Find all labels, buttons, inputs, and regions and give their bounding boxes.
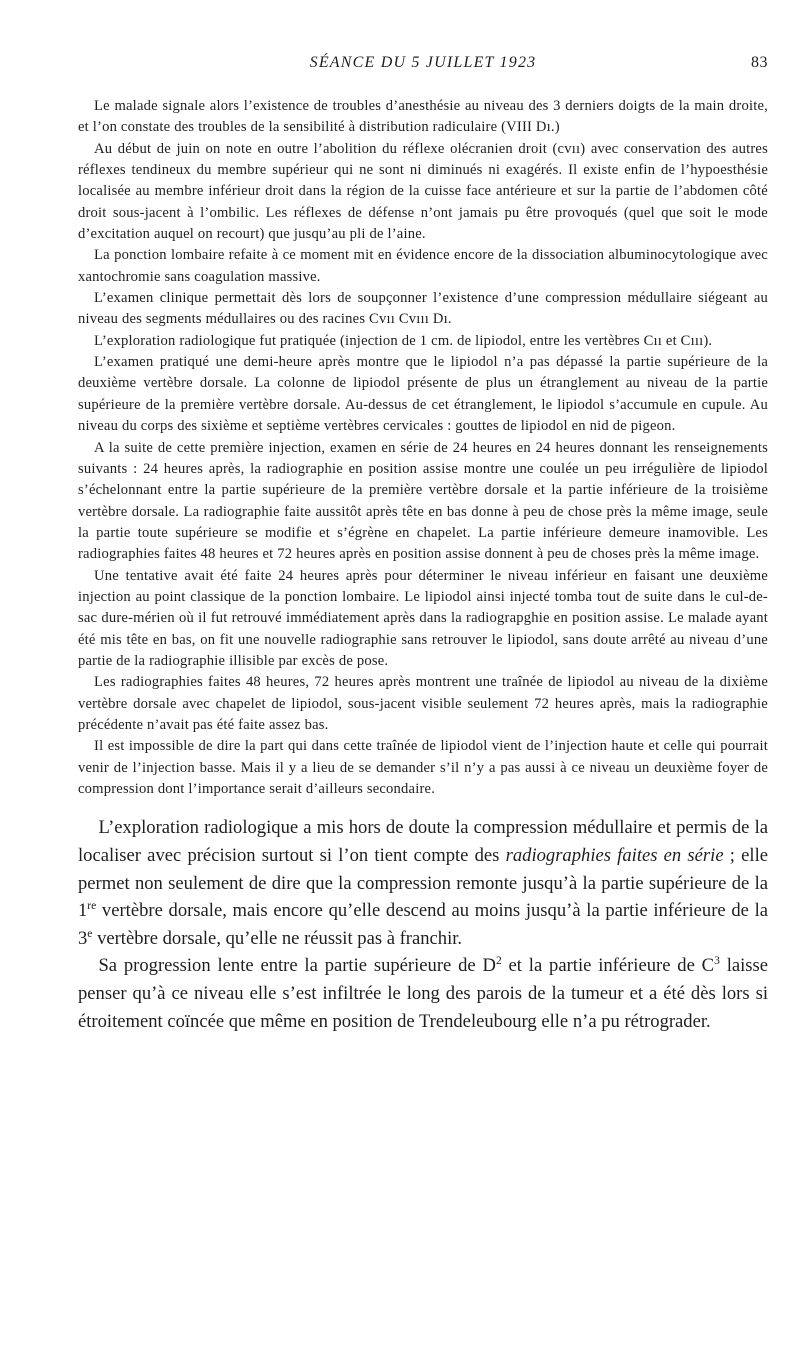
text-run: ; elle permet non seulement de dire que la compression remonte jusqu’à la partie supérieure de la <box>78 844 768 894</box>
running-header <box>78 54 768 80</box>
text-run: vertèbre dorsale, mais encore qu’elle descend au moins jusqu’à la partie inférieure de la <box>96 900 768 922</box>
paragraph: La ponction lombaire refaite à ce moment mit en évidence encore de la dissociation albuminocytologique avec xantochromie sans coagulation massive. <box>78 247 768 285</box>
superscript: e <box>87 927 93 940</box>
paragraph: Les radiographies faites 48 heures, 72 heures après montrent une traînée de lipiodol au niveau de la dixième vertèbre dorsale avec chapelet de lipiodol, sous-jacent visible seulement 72 heures après, mais la radiographie précédente n’avait pas été faite assez bas. <box>78 674 768 733</box>
text-run: et la partie inférieure de C <box>501 955 715 977</box>
paragraph: L’examen clinique permettait dès lors de soupçonner l’existence d’une compression médullaire siégeant au niveau des segments médullaires ou des racines Cvıı Cvııı Dı. <box>78 290 768 328</box>
text-run: Sa progression lente entre la partie supérieure de D <box>98 955 496 977</box>
running-title: SÉANCE DU 5 JUILLET 1923 <box>309 54 537 71</box>
paragraph: Au début de juin on note en outre l’abolition du réflexe olécranien droit (cvıı) avec conservation des autres réflexes tendineux du membre supérieur qui ne sont ni diminués ni exagérés. Il existe enfin de l’hypoesthésie localisée au membre inférieur droit dans la région de la cuisse face antérieure et sur la partie de l’abdomen côté droit sous-jacent à l’ombilic. Les réflexes de défense n’ont jamais pu être provoqués (quel que soit le mode d’excitation auquel on recourt) que jusqu’au pli de l’aine. <box>78 140 768 243</box>
emphasized-text: radiographies faites en série <box>505 844 724 866</box>
superscript: re <box>87 899 97 912</box>
paragraph: Une tentative avait été faite 24 heures après pour déterminer le niveau inférieur en faisant une deuxième injection au point classique de la ponction lombaire. Le lipiodol ainsi injecté tomba tout de suite dans le cul-de-sac dure-mérien où il fut retrouvé immédiatement après dans la radiograpghie en position assise. Le malade ayant été mis tête en bas, on fit une nouvelle radiographie sans retrouver le lipiodol, sans doute arrêté au niveau d’une partie de la radiographie illisible par excès de pose. <box>78 567 768 669</box>
paragraph: L’exploration radiologique fut pratiquée (injection de 1 cm. de lipiodol, entre les vertèbres Cıı et Cııı). <box>94 332 713 349</box>
document-page <box>78 54 768 1035</box>
page-number: 83 <box>751 54 768 71</box>
ordinal-number: 1 <box>78 900 88 922</box>
text-run: L’exploration radiologique a mis hors de doute la compression médullaire et permis de la localiser avec précision surtout si l’on tient compte des <box>78 817 768 866</box>
discussion-paragraph <box>78 952 768 1035</box>
case-report-section <box>78 96 768 800</box>
paragraph: Il est impossible de dire la part qui dans cette traînée de lipiodol vient de l’injection haute et celle qui pourrait venir de l’injection basse. Mais il y a lieu de se demander s’il n’y a pas aussi à ce niveau un deuxième foyer de compression dont l’importance serait d’ailleurs secondaire. <box>78 738 768 797</box>
discussion-section <box>78 814 768 1035</box>
discussion-paragraph <box>78 814 768 952</box>
paragraph: L’examen pratiqué une demi-heure après montre que le lipiodol n’a pas dépassé la partie supérieure de la deuxième vertèbre dorsale. La colonne de lipiodol présente de plus un étranglement au niveau de la partie supérieure de la première vertèbre dorsale. Au-dessus de cet étranglement, le lipiodol s’accumule en cupule. Au niveau du corps des sixième et septième vertèbres cervicales : gouttes de lipiodol en nid de pigeon. <box>78 354 768 435</box>
text-run: laisse penser qu’à ce niveau elle s’est infiltrée le long des parois de la tumeur et a été dès lors si étroitement coïncée que même en position de Trendeleubourg elle n’a pu rétrograder. <box>78 955 769 1032</box>
superscript: 3 <box>714 955 720 968</box>
paragraph: A la suite de cette première injection, examen en série de 24 heures en 24 heures donnant les renseignements suivants : 24 heures après, la radiographie en position assise montre une coulée un peu irrégulière de lipiodol s’échelonnant entre la partie supérieure de la première vertèbre dorsale et la partie inférieure de la troisième vertèbre dorsale. La radiographie faite aussitôt après tête en bas donne à peu de chose près la même image, seule la partie toute supérieure se modifie et s’égrène en chapelet. La partie inférieure demeure inamovible. Les radiographies faites 48 heures et 72 heures après en position assise donnent à peu de choses près la même image. <box>78 439 768 563</box>
superscript: 2 <box>495 955 502 968</box>
ordinal-number: 3 <box>78 927 88 949</box>
paragraph: Le malade signale alors l’existence de troubles d’anesthésie au niveau des 3 derniers doigts de la main droite, et l’on constate des troubles de la sensibilité à distribution radiculaire (VIII Dı.) <box>78 98 768 136</box>
text-run: vertèbre dorsale, qu’elle ne réussit pas à franchir. <box>92 927 463 949</box>
